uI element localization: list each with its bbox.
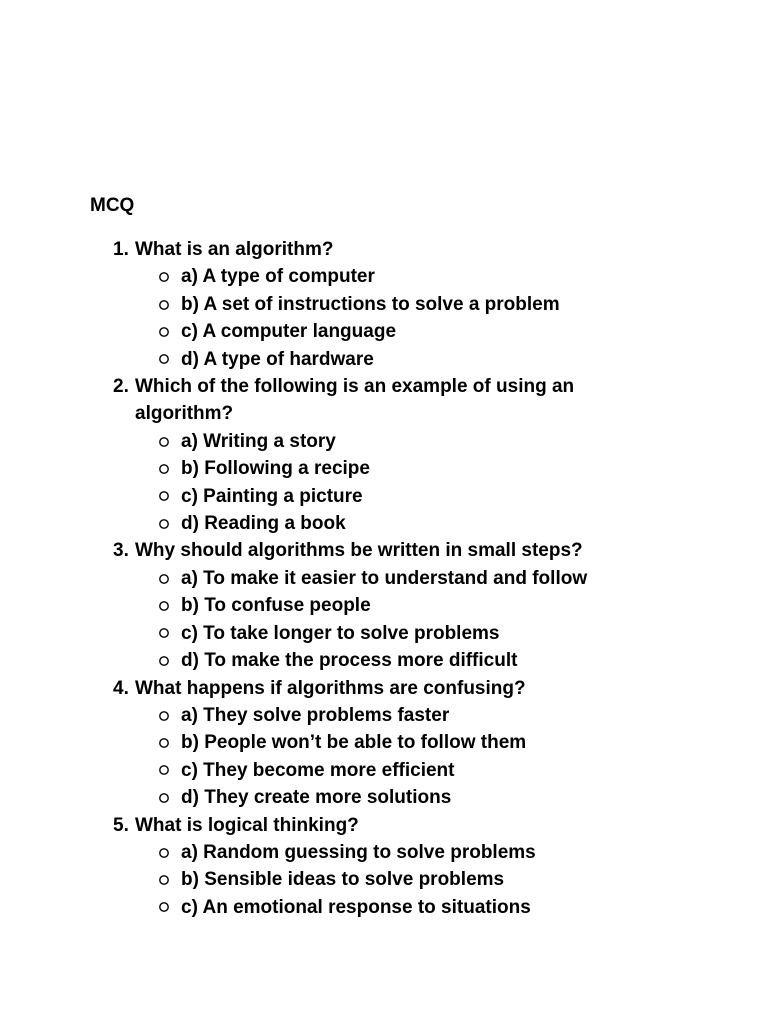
question-number: 1. [113, 239, 129, 260]
hollow-circle-bullet-icon [158, 647, 181, 674]
option-text: b) Following a recipe [181, 458, 370, 480]
question-item [113, 675, 633, 812]
hollow-circle-bullet-icon [158, 346, 181, 373]
option-item [158, 784, 633, 811]
option-item [158, 565, 633, 592]
question-item [113, 537, 633, 674]
question-list [113, 236, 633, 921]
hollow-circle-bullet-icon [158, 757, 181, 784]
hollow-circle-bullet-icon [158, 510, 181, 537]
hollow-circle-bullet-icon [158, 592, 181, 619]
option-item [158, 866, 633, 893]
option-item [158, 291, 633, 318]
option-item [158, 592, 633, 619]
option-text: d) A type of hardware [181, 348, 374, 370]
option-list [113, 702, 633, 812]
option-item [158, 428, 633, 455]
option-item [158, 620, 633, 647]
option-list [113, 428, 633, 538]
option-item [158, 702, 633, 729]
option-text: b) To confuse people [181, 595, 371, 617]
option-text: d) Reading a book [181, 513, 346, 535]
hollow-circle-bullet-icon [158, 565, 181, 592]
question-number: 2. [113, 376, 129, 398]
option-item [158, 839, 633, 866]
option-text: b) People won’t be able to follow them [181, 732, 527, 754]
question-line [113, 373, 633, 428]
option-item [158, 318, 633, 345]
option-text: c) Painting a picture [181, 485, 363, 507]
hollow-circle-bullet-icon [158, 729, 181, 756]
hollow-circle-bullet-icon [158, 784, 181, 811]
question-text: What is an algorithm? [135, 239, 334, 260]
hollow-circle-bullet-icon [158, 894, 181, 921]
option-item [158, 346, 633, 373]
question-line [113, 812, 633, 839]
question-text: What happens if algorithms are confusing? [135, 677, 526, 699]
hollow-circle-bullet-icon [158, 866, 181, 893]
option-item [158, 647, 633, 674]
question-text: Why should algorithms be written in small steps? [135, 540, 583, 562]
document-heading: MCQ [90, 195, 135, 216]
option-text: a) Writing a story [181, 430, 336, 452]
hollow-circle-bullet-icon [158, 839, 181, 866]
option-list [113, 565, 633, 675]
question-number: 4. [113, 677, 129, 699]
option-text: c) To take longer to solve problems [181, 622, 500, 644]
option-list [113, 839, 633, 921]
option-item [158, 263, 633, 290]
question-line [113, 236, 633, 263]
option-item [158, 455, 633, 482]
hollow-circle-bullet-icon [158, 428, 181, 455]
option-text: c) They become more efficient [181, 759, 455, 781]
hollow-circle-bullet-icon [158, 620, 181, 647]
question-text: Which of the following is an example of using an algorithm? [135, 376, 575, 425]
question-number: 3. [113, 540, 129, 562]
option-text: a) They solve problems faster [181, 704, 450, 726]
option-text: a) To make it easier to understand and follow [181, 567, 588, 589]
option-text: b) A set of instructions to solve a problem [181, 293, 560, 315]
option-text: a) A type of computer [181, 266, 375, 288]
hollow-circle-bullet-icon [158, 483, 181, 510]
question-line [113, 675, 633, 702]
question-item [113, 812, 633, 922]
hollow-circle-bullet-icon [158, 263, 181, 290]
question-number: 5. [113, 814, 129, 836]
hollow-circle-bullet-icon [158, 455, 181, 482]
option-list [113, 263, 633, 373]
option-item [158, 894, 633, 921]
option-item [158, 510, 633, 537]
option-text: c) A computer language [181, 321, 397, 343]
question-item [113, 373, 633, 537]
question-line [113, 537, 633, 564]
option-item [158, 729, 633, 756]
hollow-circle-bullet-icon [158, 702, 181, 729]
option-text: b) Sensible ideas to solve problems [181, 869, 505, 891]
option-text: d) To make the process more difficult [181, 650, 518, 672]
option-item [158, 483, 633, 510]
hollow-circle-bullet-icon [158, 318, 181, 345]
hollow-circle-bullet-icon [158, 291, 181, 318]
option-text: d) They create more solutions [181, 787, 452, 809]
question-item [113, 236, 633, 373]
question-text: What is logical thinking? [135, 814, 359, 836]
option-item [158, 757, 633, 784]
option-text: a) Random guessing to solve problems [181, 841, 536, 863]
option-text: c) An emotional response to situations [181, 896, 531, 918]
